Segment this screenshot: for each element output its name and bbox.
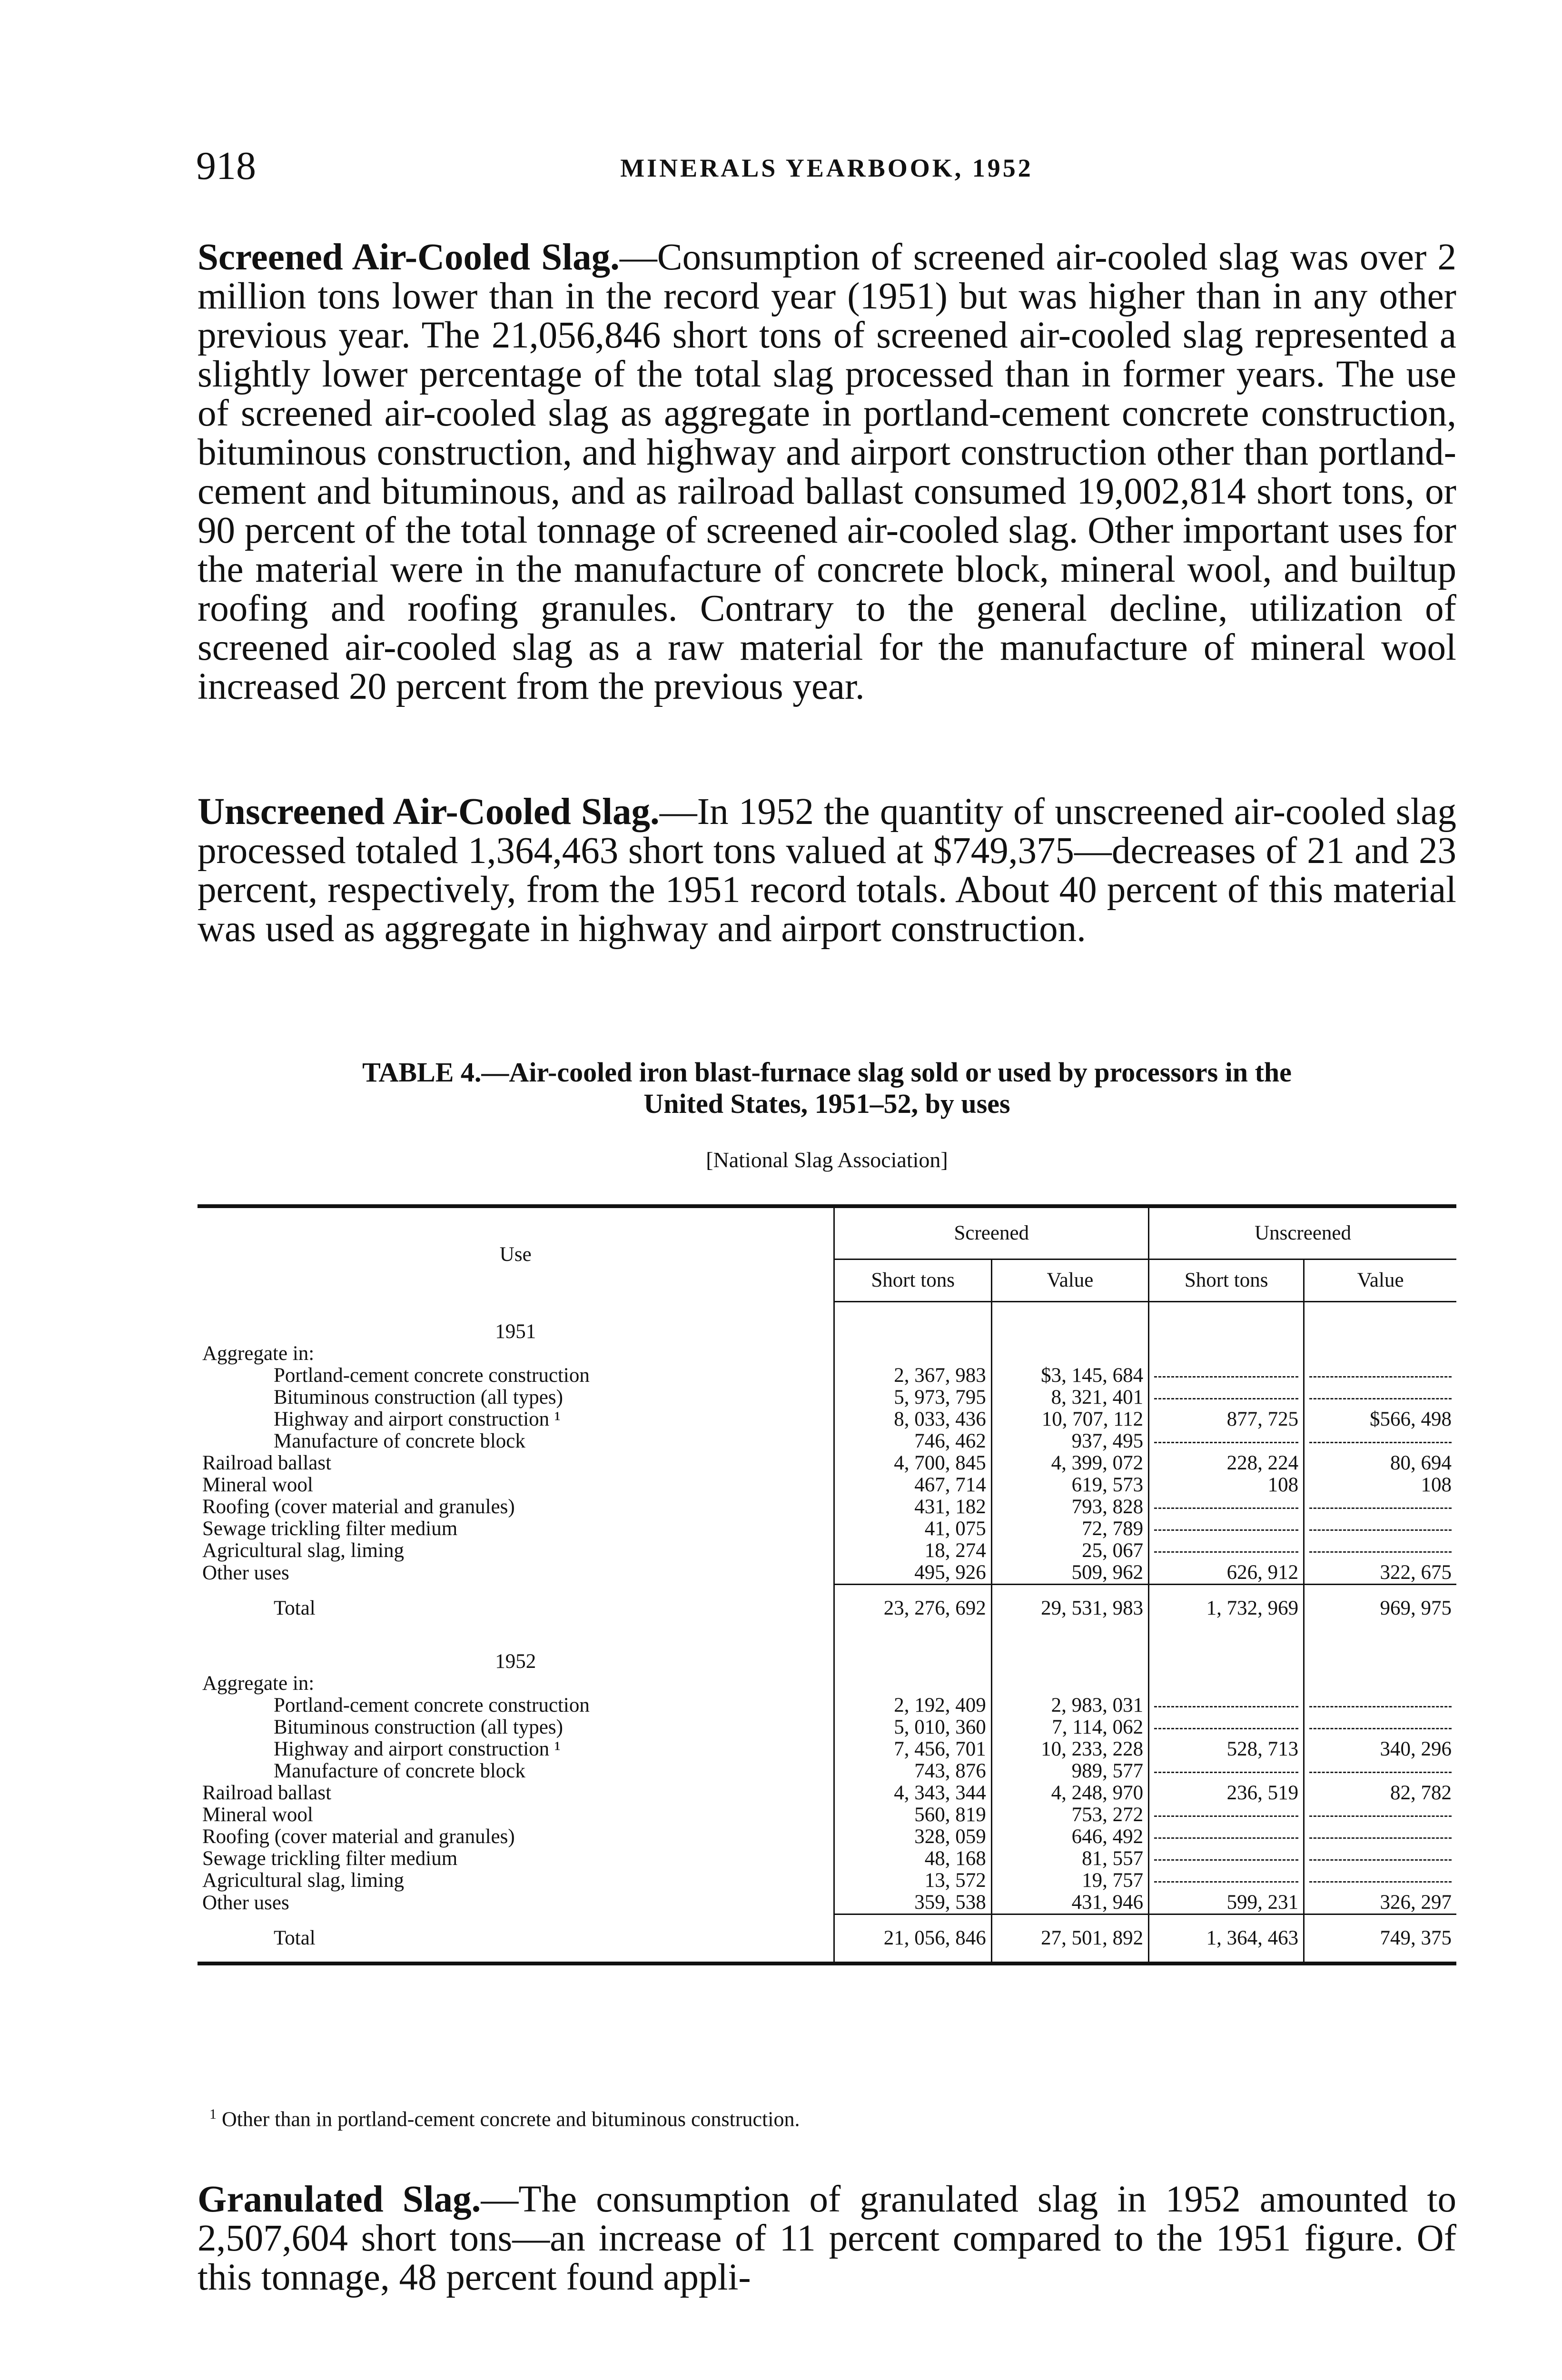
row-label-text: Other uses [202, 1562, 289, 1584]
row-label [198, 1804, 834, 1826]
cell-screened-short-tons [834, 1673, 991, 1695]
cell-unscreened-short-tons [1149, 1496, 1304, 1518]
row-label [198, 1387, 834, 1408]
empty-value-dash [1309, 1728, 1452, 1729]
cell-unscreened-short-tons: 877, 725 [1149, 1408, 1304, 1430]
cell-screened-value: 509, 962 [991, 1562, 1148, 1585]
row-label-text: Manufacture of concrete block [274, 1760, 525, 1782]
cell-screened-value: 989, 577 [991, 1760, 1148, 1782]
cell-unscreened-short-tons: 626, 912 [1149, 1562, 1304, 1585]
column-header-use: Use [198, 1206, 834, 1302]
cell-unscreened-value [1304, 1695, 1456, 1716]
table-caption-line-1: TABLE 4.—Air-cooled iron blast-furnace slag sold or used by processors in the [362, 1057, 1292, 1088]
table-row [198, 1804, 1456, 1826]
cell-unscreened-short-tons: 236, 519 [1149, 1782, 1304, 1804]
table-row [198, 1848, 1456, 1870]
cell-unscreened-short-tons: 528, 713 [1149, 1738, 1304, 1760]
cell-screened-short-tons: 48, 168 [834, 1848, 991, 1870]
footnote-mark: 1 [209, 2106, 217, 2122]
empty-value-dash [1154, 1398, 1298, 1399]
empty-value-dash [1154, 1551, 1298, 1553]
table-row [198, 1452, 1456, 1474]
row-label-text: Sewage trickling filter medium [202, 1847, 458, 1870]
cell-unscreened-short-tons [1149, 1848, 1304, 1870]
empty-value-dash [1309, 1376, 1452, 1378]
row-label-text: Sewage trickling filter medium [202, 1517, 458, 1540]
row-label [198, 1540, 834, 1562]
cell-unscreened-value: 108 [1304, 1474, 1456, 1496]
empty-value-dash [1154, 1772, 1298, 1773]
table-year-row [198, 1632, 1456, 1673]
row-label-text: Manufacture of concrete block [274, 1430, 525, 1452]
cell-screened-short-tons: 8, 033, 436 [834, 1408, 991, 1430]
row-label [198, 1343, 834, 1365]
cell-unscreened-value [1304, 1848, 1456, 1870]
row-label-text: Bituminous construction (all types) [274, 1386, 563, 1408]
empty-cell [1149, 1632, 1304, 1673]
row-label-text: Aggregate in: [202, 1342, 315, 1365]
cell-screened-value: 7, 114, 062 [991, 1716, 1148, 1738]
empty-value-dash [1154, 1837, 1298, 1839]
cell-screened-short-tons: 2, 367, 983 [834, 1365, 991, 1387]
cell-screened-value: 937, 495 [991, 1430, 1148, 1452]
total-unscreened-value: 749, 375 [1304, 1914, 1456, 1964]
total-screened-value: 29, 531, 983 [991, 1584, 1148, 1632]
table-row [198, 1716, 1456, 1738]
empty-value-dash [1309, 1772, 1452, 1773]
cell-screened-value: 793, 828 [991, 1496, 1148, 1518]
cell-unscreened-short-tons [1149, 1695, 1304, 1716]
table-row [198, 1496, 1456, 1518]
row-label-text: Mineral wool [202, 1474, 313, 1496]
cell-screened-short-tons: 5, 973, 795 [834, 1387, 991, 1408]
row-label [198, 1496, 834, 1518]
empty-value-dash [1154, 1859, 1298, 1861]
slag-uses-table [198, 1204, 1456, 1965]
cell-unscreened-short-tons: 599, 231 [1149, 1892, 1304, 1914]
table-caption-line-2: United States, 1951–52, by uses [643, 1088, 1010, 1119]
cell-unscreened-short-tons [1149, 1716, 1304, 1738]
table-row [198, 1343, 1456, 1365]
cell-unscreened-value [1304, 1430, 1456, 1452]
cell-screened-value: 81, 557 [991, 1848, 1148, 1870]
row-label-text: Railroad ballast [202, 1452, 332, 1474]
cell-unscreened-short-tons [1149, 1673, 1304, 1695]
empty-cell [834, 1632, 991, 1673]
empty-cell [1149, 1302, 1304, 1343]
paragraph-text: —Consumption of screened air-cooled slag was over 2 million tons lower than in the record year (1951) but was higher than in any other previous year. The 21,056,846 short tons of screened air-cooled slag represented a slightly lower percentage of the total slag processed than in former years. The use of screened air-cooled slag as aggregate in portland-cement concrete construction, bituminous construction, and highway and airport construction other than portland-cement and bituminous, and as railroad ballast consumed 19,002,814 short tons, or 90 percent of the total tonnage of screened air-cooled slag. Other important uses for the material were in the manufacture of concrete block, mineral wool, and builtup roofing and roofing granules. Contrary to the general decline, utilization of screened air-cooled slag as a raw material for the manufacture of mineral wool increased 20 percent from the previous year. [198, 237, 1456, 707]
cell-screened-value: 619, 573 [991, 1474, 1148, 1496]
cell-unscreened-value [1304, 1496, 1456, 1518]
year-label: 1951 [495, 1320, 536, 1343]
table-row [198, 1826, 1456, 1848]
cell-unscreened-value [1304, 1804, 1456, 1826]
footnote-text: Other than in portland-cement concrete and bituminous construction. [222, 2107, 800, 2131]
row-label [198, 1892, 834, 1914]
row-label-text: Portland-cement concrete construction [274, 1694, 590, 1716]
cell-screened-value: 8, 321, 401 [991, 1387, 1148, 1408]
cell-unscreened-short-tons [1149, 1540, 1304, 1562]
cell-screened-short-tons: 359, 538 [834, 1892, 991, 1914]
table-row [198, 1738, 1456, 1760]
row-label-text: Roofing (cover material and granules) [202, 1825, 515, 1848]
table-row [198, 1430, 1456, 1452]
cell-screened-short-tons: 7, 456, 701 [834, 1738, 991, 1760]
row-label [198, 1848, 834, 1870]
empty-value-dash [1309, 1881, 1452, 1883]
cell-unscreened-value: $566, 498 [1304, 1408, 1456, 1430]
empty-value-dash [1154, 1529, 1298, 1531]
column-header-unscreened-value: Value [1304, 1259, 1456, 1302]
cell-screened-short-tons: 495, 926 [834, 1562, 991, 1585]
table-row [198, 1892, 1456, 1914]
cell-unscreened-value: 322, 675 [1304, 1562, 1456, 1585]
empty-cell [1304, 1632, 1456, 1673]
empty-value-dash [1154, 1706, 1298, 1707]
cell-unscreened-short-tons [1149, 1518, 1304, 1540]
cell-screened-value [991, 1343, 1148, 1365]
paragraph-text: —In 1952 the quantity of unscreened air-cooled slag processed totaled 1,364,463 short tons valued at $749,375—decreases of 21 and 23 percent, respectively, from the 1951 record totals. About 40 percent of this material was used as aggregate in highway and airport construction. [198, 791, 1456, 950]
empty-value-dash [1309, 1442, 1452, 1443]
row-label [198, 1452, 834, 1474]
cell-screened-value [991, 1673, 1148, 1695]
cell-screened-short-tons: 4, 343, 344 [834, 1782, 991, 1804]
cell-unscreened-short-tons: 228, 224 [1149, 1452, 1304, 1474]
cell-screened-value: 72, 789 [991, 1518, 1148, 1540]
cell-unscreened-value [1304, 1826, 1456, 1848]
empty-value-dash [1309, 1837, 1452, 1839]
row-label [198, 1562, 834, 1585]
paragraph-unscreened-air-cooled-slag [198, 793, 1456, 949]
table-row [198, 1387, 1456, 1408]
total-label: Total [198, 1914, 834, 1964]
page-number: 918 [196, 144, 256, 188]
cell-unscreened-short-tons [1149, 1870, 1304, 1892]
cell-screened-short-tons: 5, 010, 360 [834, 1716, 991, 1738]
empty-value-dash [1309, 1529, 1452, 1531]
empty-value-dash [1154, 1507, 1298, 1509]
cell-screened-short-tons: 431, 182 [834, 1496, 991, 1518]
table-row [198, 1365, 1456, 1387]
total-screened-short-tons: 23, 276, 692 [834, 1584, 991, 1632]
cell-unscreened-value [1304, 1365, 1456, 1387]
empty-value-dash [1309, 1859, 1452, 1861]
table-total-row [198, 1584, 1456, 1632]
empty-value-dash [1154, 1728, 1298, 1729]
row-label [198, 1518, 834, 1540]
cell-unscreened-value: 82, 782 [1304, 1782, 1456, 1804]
cell-screened-value: 4, 399, 072 [991, 1452, 1148, 1474]
cell-screened-short-tons: 467, 714 [834, 1474, 991, 1496]
cell-screened-value: 25, 067 [991, 1540, 1148, 1562]
table-row [198, 1760, 1456, 1782]
cell-screened-value: 2, 983, 031 [991, 1695, 1148, 1716]
cell-unscreened-short-tons [1149, 1760, 1304, 1782]
cell-unscreened-value: 340, 296 [1304, 1738, 1456, 1760]
empty-cell [834, 1302, 991, 1343]
row-label-text: Agricultural slag, liming [202, 1869, 404, 1892]
empty-value-dash [1309, 1706, 1452, 1707]
row-label-text: Portland-cement concrete construction [274, 1364, 590, 1387]
column-header-screened-short-tons: Short tons [834, 1259, 991, 1302]
cell-screened-short-tons: 13, 572 [834, 1870, 991, 1892]
column-header-unscreened-short-tons: Short tons [1149, 1259, 1304, 1302]
cell-unscreened-short-tons [1149, 1804, 1304, 1826]
empty-value-dash [1154, 1376, 1298, 1378]
table-row [198, 1518, 1456, 1540]
empty-value-dash [1309, 1507, 1452, 1509]
row-label-text: Agricultural slag, liming [202, 1539, 404, 1562]
empty-value-dash [1309, 1551, 1452, 1553]
table-row [198, 1782, 1456, 1804]
row-label-text: Other uses [202, 1892, 289, 1914]
table-row [198, 1474, 1456, 1496]
row-label-text: Bituminous construction (all types) [274, 1716, 563, 1738]
year-label: 1952 [495, 1650, 536, 1673]
row-label [198, 1738, 834, 1760]
cell-unscreened-value [1304, 1343, 1456, 1365]
total-screened-value: 27, 501, 892 [991, 1914, 1148, 1964]
cell-unscreened-value [1304, 1673, 1456, 1695]
cell-unscreened-value [1304, 1518, 1456, 1540]
total-unscreened-short-tons: 1, 732, 969 [1149, 1584, 1304, 1632]
table-year-row [198, 1302, 1456, 1343]
row-label-text: Roofing (cover material and granules) [202, 1496, 515, 1518]
table-row [198, 1540, 1456, 1562]
cell-screened-short-tons: 18, 274 [834, 1540, 991, 1562]
cell-unscreened-value [1304, 1540, 1456, 1562]
row-label-text: Mineral wool [202, 1804, 313, 1826]
row-label [198, 1408, 834, 1430]
table-row [198, 1408, 1456, 1430]
row-label [198, 1430, 834, 1452]
page-header [196, 143, 1457, 195]
row-label [198, 1826, 834, 1848]
cell-screened-short-tons: 2, 192, 409 [834, 1695, 991, 1716]
cell-screened-short-tons: 746, 462 [834, 1430, 991, 1452]
column-header-screened-value: Value [991, 1259, 1148, 1302]
cell-unscreened-value [1304, 1870, 1456, 1892]
paragraph-text: —The consumption of granulated slag in 1952 amounted to 2,507,604 short tons—an increase of 11 percent compared to the 1951 figure. Of this tonnage, 48 percent found appli- [198, 2179, 1456, 2298]
row-label-text: Highway and airport construction ¹ [274, 1408, 561, 1430]
row-label [198, 1673, 834, 1695]
cell-unscreened-value: 80, 694 [1304, 1452, 1456, 1474]
empty-value-dash [1154, 1881, 1298, 1883]
total-unscreened-value: 969, 975 [1304, 1584, 1456, 1632]
empty-cell [991, 1302, 1148, 1343]
row-label-text: Railroad ballast [202, 1782, 332, 1804]
running-head: MINERALS YEARBOOK, 1952 [620, 154, 1033, 182]
cell-unscreened-value [1304, 1387, 1456, 1408]
empty-value-dash [1309, 1815, 1452, 1817]
total-unscreened-short-tons: 1, 364, 463 [1149, 1914, 1304, 1964]
cell-screened-value: 431, 946 [991, 1892, 1148, 1914]
cell-screened-value: 646, 492 [991, 1826, 1148, 1848]
table-footnote [209, 2106, 1447, 2132]
paragraph-granulated-slag [198, 2180, 1456, 2297]
paragraph-screened-air-cooled-slag [198, 238, 1456, 706]
empty-value-dash [1309, 1398, 1452, 1399]
empty-cell [1304, 1302, 1456, 1343]
row-label-text: Aggregate in: [202, 1672, 315, 1695]
row-label [198, 1870, 834, 1892]
column-group-screened: Screened [834, 1206, 1149, 1259]
cell-screened-short-tons: 41, 075 [834, 1518, 991, 1540]
row-label [198, 1760, 834, 1782]
row-label [198, 1716, 834, 1738]
table-row [198, 1870, 1456, 1892]
row-label [198, 1782, 834, 1804]
cell-screened-value: 4, 248, 970 [991, 1782, 1148, 1804]
cell-screened-short-tons [834, 1343, 991, 1365]
cell-unscreened-value [1304, 1716, 1456, 1738]
cell-screened-short-tons: 560, 819 [834, 1804, 991, 1826]
paragraph-lead: Screened Air-Cooled Slag. [198, 237, 620, 278]
row-label [198, 1695, 834, 1716]
total-screened-short-tons: 21, 056, 846 [834, 1914, 991, 1964]
row-label-text: Highway and airport construction ¹ [274, 1738, 561, 1760]
cell-unscreened-short-tons [1149, 1365, 1304, 1387]
cell-unscreened-value [1304, 1760, 1456, 1782]
table-row [198, 1562, 1456, 1585]
table-total-row [198, 1914, 1456, 1964]
cell-screened-short-tons: 328, 059 [834, 1826, 991, 1848]
cell-screened-short-tons: 4, 700, 845 [834, 1452, 991, 1474]
cell-unscreened-short-tons [1149, 1387, 1304, 1408]
row-label [198, 1365, 834, 1387]
cell-unscreened-value: 326, 297 [1304, 1892, 1456, 1914]
paragraph-lead: Unscreened Air-Cooled Slag. [198, 791, 660, 833]
cell-unscreened-short-tons [1149, 1343, 1304, 1365]
empty-value-dash [1154, 1442, 1298, 1443]
total-label: Total [274, 1597, 316, 1619]
cell-screened-value: 10, 707, 112 [991, 1408, 1148, 1430]
table-caption [198, 1057, 1456, 1120]
empty-cell [991, 1632, 1148, 1673]
column-group-unscreened: Unscreened [1149, 1206, 1456, 1259]
cell-screened-value: 19, 757 [991, 1870, 1148, 1892]
paragraph-lead: Granulated Slag. [198, 2179, 481, 2220]
cell-unscreened-short-tons [1149, 1826, 1304, 1848]
cell-screened-value: $3, 145, 684 [991, 1365, 1148, 1387]
table-body [198, 1302, 1456, 1964]
cell-unscreened-short-tons: 108 [1149, 1474, 1304, 1496]
cell-screened-short-tons: 743, 876 [834, 1760, 991, 1782]
row-label [198, 1474, 834, 1496]
cell-unscreened-short-tons [1149, 1430, 1304, 1452]
empty-value-dash [1154, 1815, 1298, 1817]
table-row [198, 1695, 1456, 1716]
cell-screened-value: 753, 272 [991, 1804, 1148, 1826]
cell-screened-value: 10, 233, 228 [991, 1738, 1148, 1760]
table-row [198, 1673, 1456, 1695]
table-source: [National Slag Association] [706, 1148, 948, 1172]
